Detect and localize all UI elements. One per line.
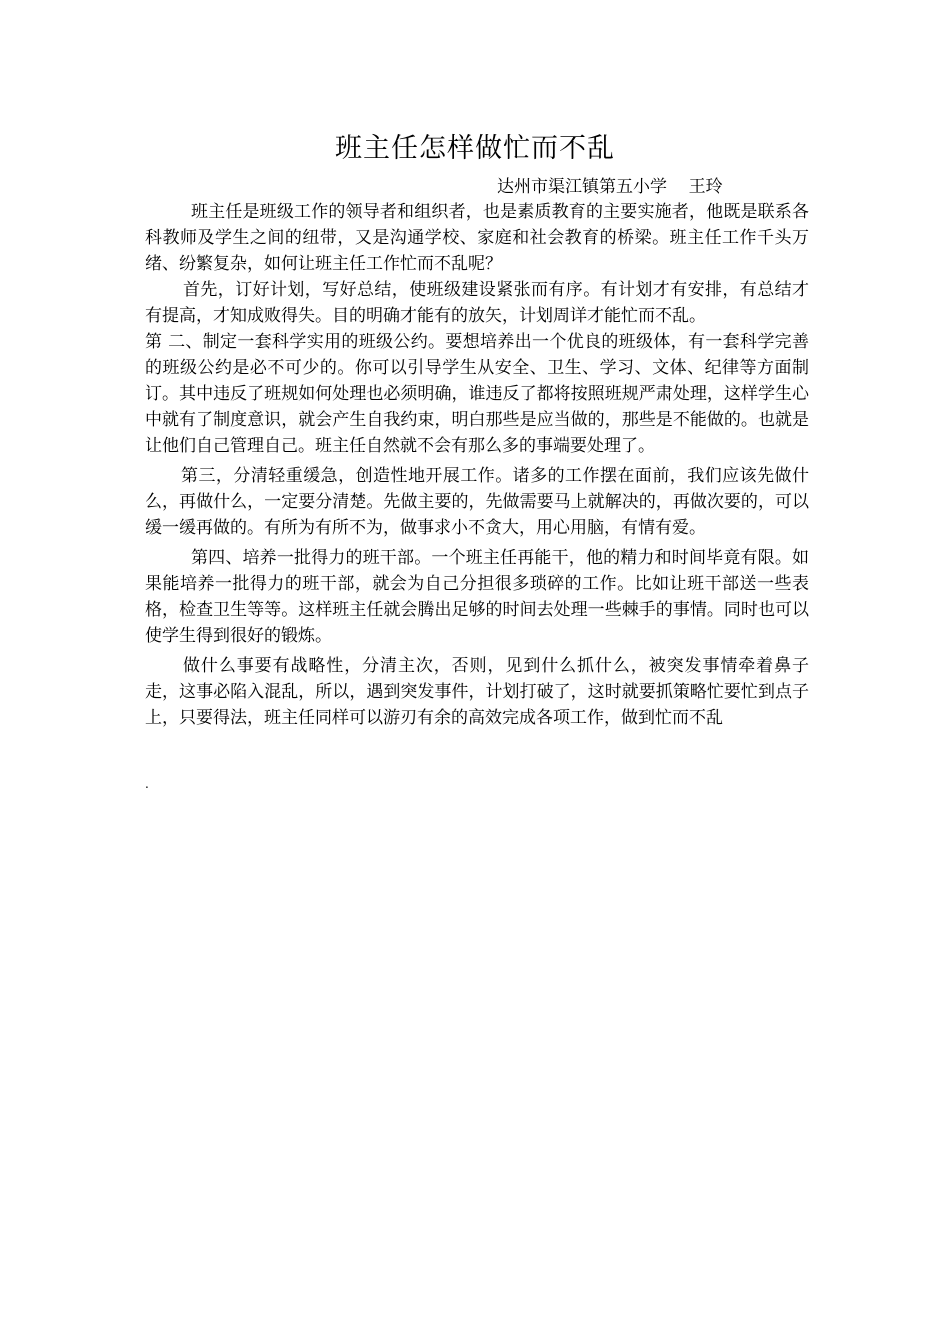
paragraph-second: 第 二、制定一套科学实用的班级公约。要想培养出一个优良的班级体，有一套科学完善的班级公约是必不可少的。你可以引导学生从安全、卫生、学习、文体、纪律等方面制订。其中违反了班规如何处理也必须明确，谁违反了都将按照班规严肃处理，这样学生心中就有了制度意识，就会产生自我约束，明白那些是应当做的，那些是不能做的。也就是让他们自己管理自己。班主任自然就不会有那么多的事端要处理了。	[145, 332, 809, 456]
paragraph-conclusion: 做什么事要有战略性，分清主次，否则，见到什么抓什么，被突发事情牵着鼻子走，这事必陷入混乱，所以，遇到突发事件，计划打破了，这时就要抓策略忙要忙到点子上，只要得法，班主任同样可以游刃有余的高效完成各项工作，做到忙而不乱	[145, 656, 809, 728]
paragraph-first: 首先，订好计划，写好总结，使班级建设紧张而有序。有计划才有安排，有总结才有提高，才知成败得失。目的明确才能有的放矢，计划周详才能忙而不乱。	[145, 280, 809, 326]
author-line: 达州市渠江镇第五小学 王玲	[497, 177, 723, 197]
paragraph-intro: 班主任是班级工作的领导者和组织者，也是素质教育的主要实施者，他既是联系各科教师及学生之间的纽带，又是沟通学校、家庭和社会教育的桥梁。班主任工作千头万绪、纷繁复杂，如何让班主任工作忙而不乱呢？	[145, 202, 809, 274]
document-title: 班主任怎样做忙而不乱	[335, 133, 615, 164]
trailing-mark: .	[145, 777, 149, 791]
document-body	[145, 199, 809, 731]
paragraph-third: 第三，分清轻重缓急，创造性地开展工作。诸多的工作摆在面前，我们应该先做什么，再做什么，一定要分清楚。先做主要的，先做需要马上就解决的，再做次要的，可以缓一缓再做的。有所为有所不为，做事求小不贪大，用心用脑，有情有爱。	[145, 466, 809, 538]
paragraph-fourth: 第四、培养一批得力的班干部。一个班主任再能干，他的精力和时间毕竟有限。如果能培养一批得力的班干部，就会为自己分担很多琐碎的工作。比如让班干部送一些表格，检查卫生等等。这样班主任就会腾出足够的时间去处理一些棘手的事情。同时也可以使学生得到很好的锻炼。	[145, 548, 809, 646]
